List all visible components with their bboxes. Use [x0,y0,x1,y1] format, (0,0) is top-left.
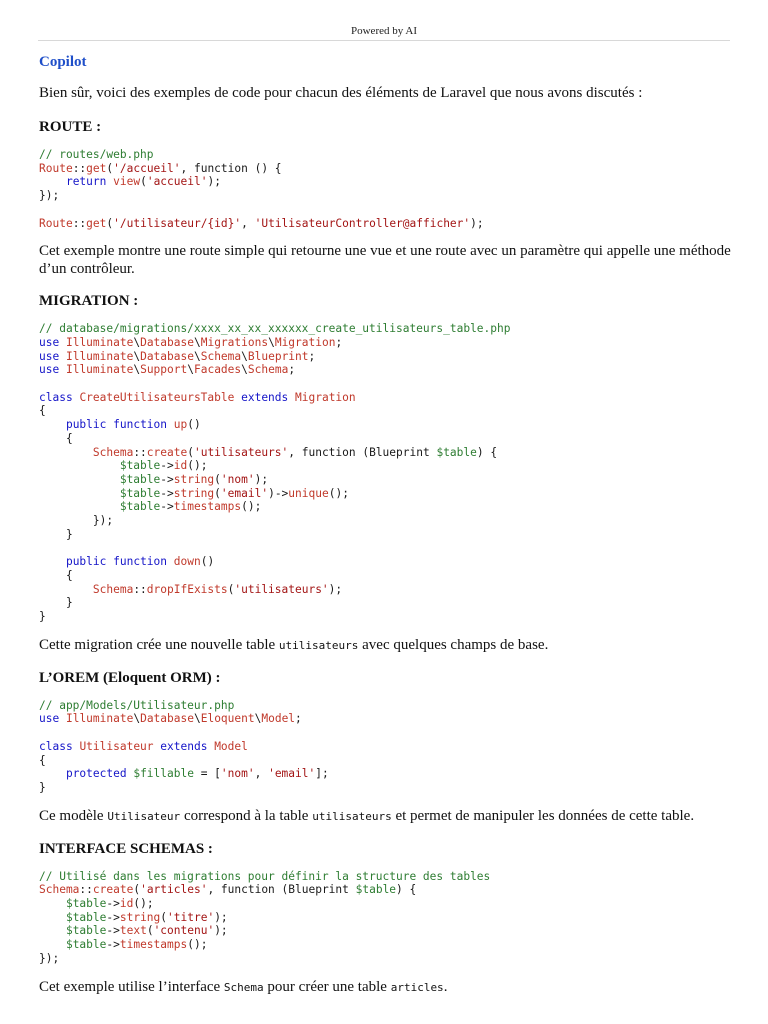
author-name: Copilot [39,54,87,70]
header-divider [38,40,730,41]
migration-code-block: // database/migrations/xxxx_xx_xx_xxxxxx_create_utilisateurs_table.php use Illuminate\Database\Migrations\Migration; use Illuminate\Database\Schema\Blueprint; use Illuminate\Support\Facades\Schema; class CreateUtilisateursTable extends Migration { public function up() { Schema::create('utilisateurs', function (Blueprint $table) { $table->id(); $table->string('nom'); $table->string('email')->unique(); $table->timestamps(); }); } public function down() { Schema::dropIfExists('utilisateurs'); } } [39,322,511,623]
route-heading: ROUTE : [39,119,102,135]
migration-heading: MIGRATION : [39,293,139,310]
route-description: Cet exemple montre une route simple qui retourne une vue et une route avec un paramètre qui appelle une méthode d’un contrôleur. [39,243,731,278]
route-code-block: // routes/web.php Route::get('/accueil', function () { return view('accueil'); }); Route::get('/utilisateur/{id}', 'UtilisateurController@afficher'); [39,148,484,230]
orm-description: Ce modèle Utilisateur correspond à la table utilisateurs et permet de manipuler les données de cette table. [39,807,695,824]
schemas-description: Cet exemple utilise l’interface Schema pour créer une table articles. [39,978,448,995]
schemas-code-block: // Utilisé dans les migrations pour définir la structure des tables Schema::create('articles', function (Blueprint $table) { $table->id(); $table->string('titre'); $table->text('contenu'); $table->timestamps(); }); [39,869,491,965]
schemas-heading: INTERFACE SCHEMAS : [39,840,213,857]
migration-description: Cette migration crée une nouvelle table utilisateurs avec quelques champs de base. [39,636,549,653]
document-content [39,51,731,997]
orm-heading: L’OREM (Eloquent ORM) : [39,669,221,686]
orm-code-block: // app/Models/Utilisateur.php use Illuminate\Database\Eloquent\Model; class Utilisateur extends Model { protected $fillable = ['nom', 'email']; } [39,698,329,794]
powered-by-header: Powered by AI [351,25,417,37]
intro-paragraph: Bien sûr, voici des exemples de code pour chacun des éléments de Laravel que nous avons discutés : [39,85,643,101]
